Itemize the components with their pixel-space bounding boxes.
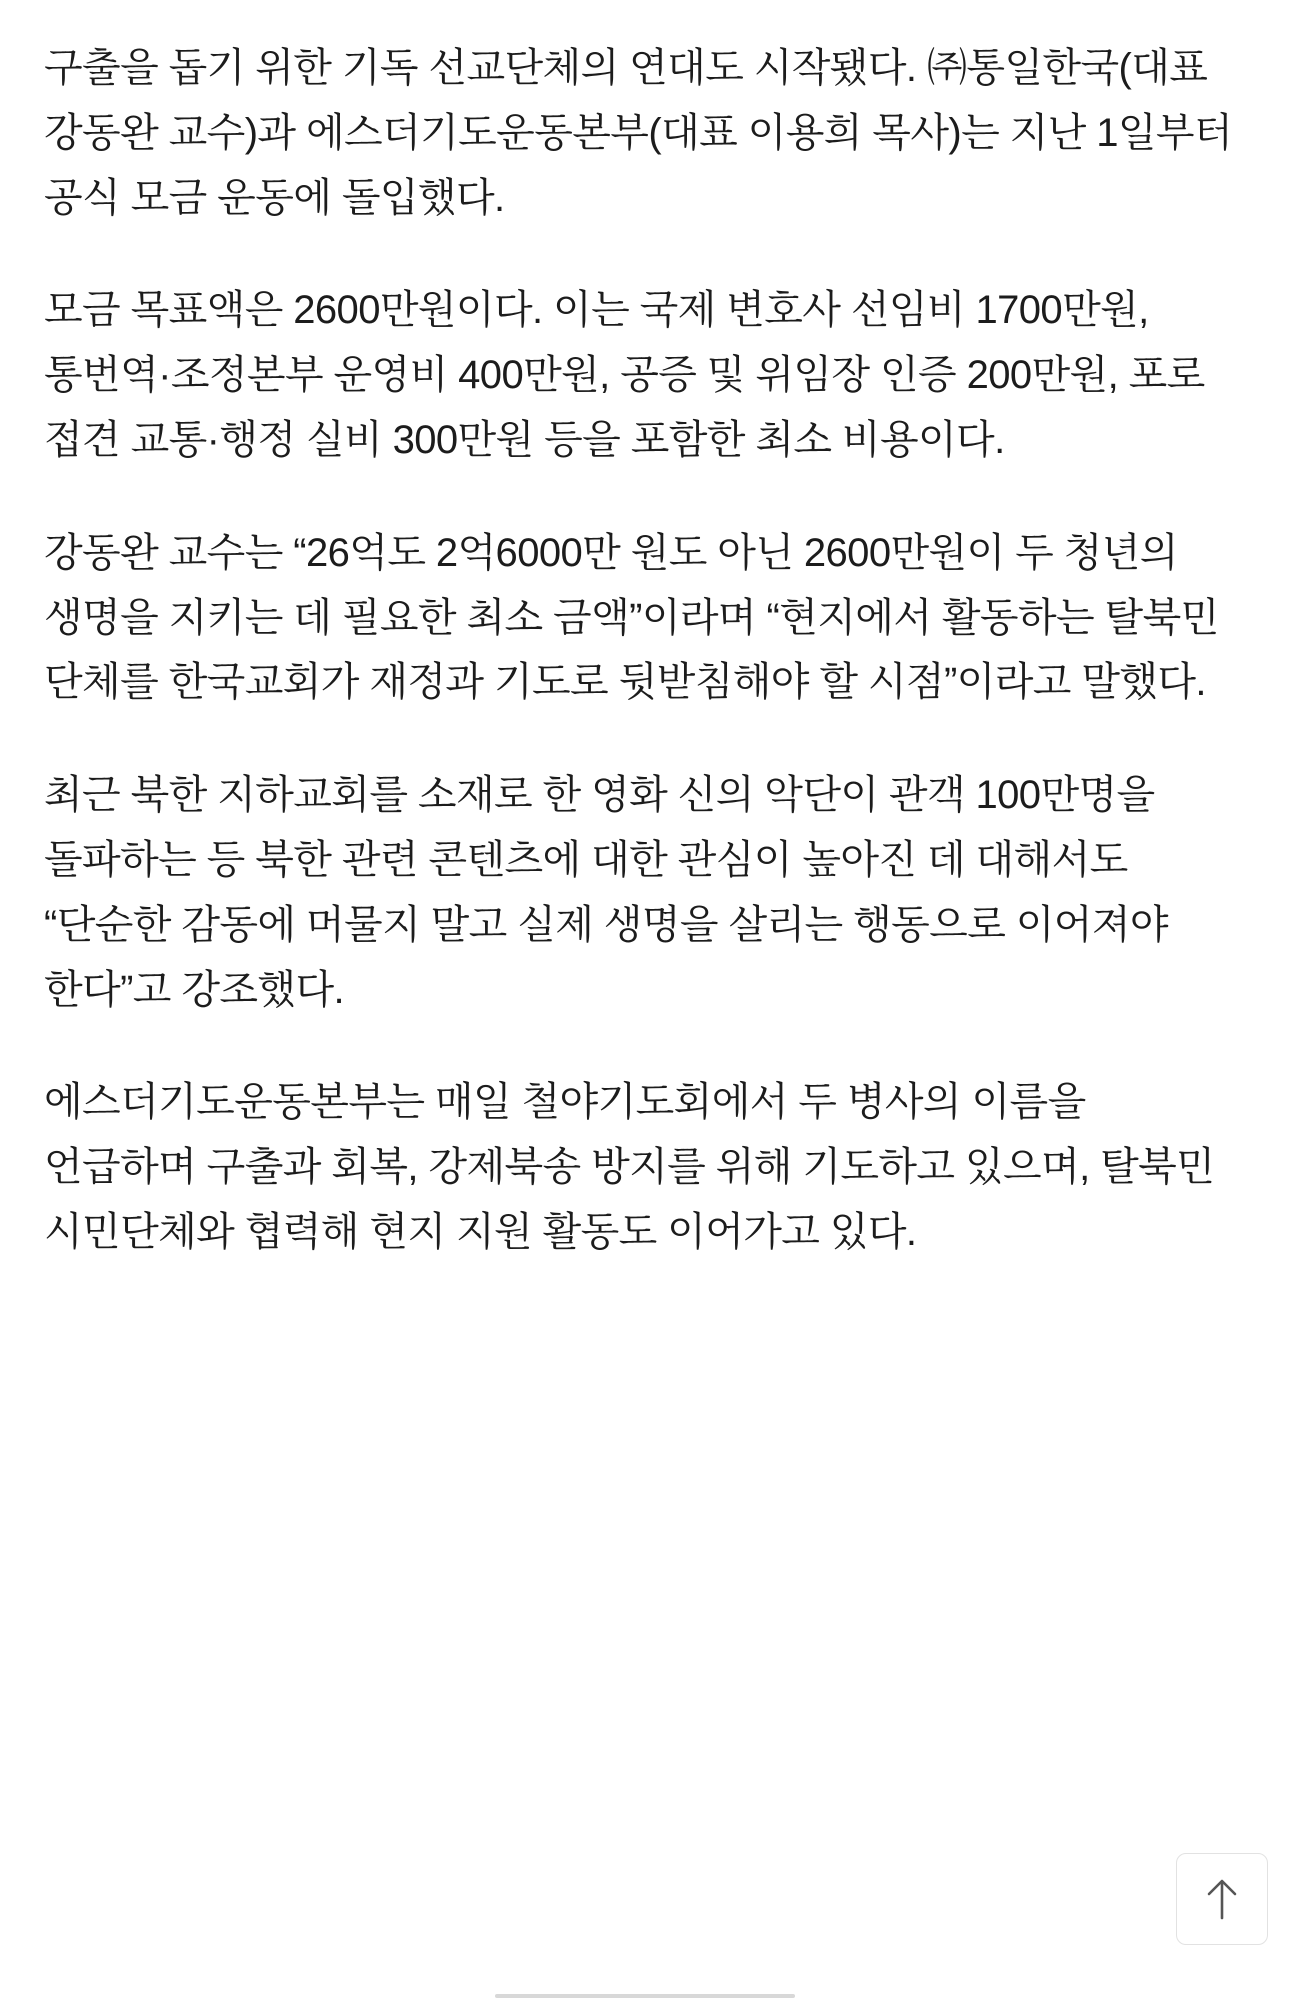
home-indicator-bar <box>0 1991 1290 2001</box>
scroll-to-top-button[interactable] <box>1176 1853 1268 1945</box>
article-paragraph: 모금 목표액은 2600만원이다. 이는 국제 변호사 선임비 1700만원, 통번역·조정본부 운영비 400만원, 공증 및 위임장 인증 200만원, 포로 접견 교통·행정 실비 300만원 등을 포함한 최소 비용이다. <box>44 288 1216 462</box>
article-paragraph: 구출을 돕기 위한 기독 선교단체의 연대도 시작됐다. ㈜통일한국(대표 강동완 교수)과 에스더기도운동본부(대표 이용희 목사)는 지난 1일부터 공식 모금 운동에 돌입했다. <box>44 46 1243 220</box>
home-indicator <box>495 1994 795 1998</box>
article-paragraph: 최근 북한 지하교회를 소재로 한 영화 신의 악단이 관객 100만명을 돌파하는 등 북한 관련 콘텐츠에 대한 관심이 높아진 데 대해서도 “단순한 감동에 머물지 말고 실제 생명을 살리는 행동으로 이어져야 한다”고 강조했다. <box>44 773 1179 1012</box>
arrow-up-icon <box>1203 1877 1241 1921</box>
article-paragraph: 에스더기도운동본부는 매일 철야기도회에서 두 병사의 이름을 언급하며 구출과 회복, 강제북송 방지를 위해 기도하고 있으며, 탈북민 시민단체와 협력해 현지 지원 활동도 이어가고 있다. <box>44 1080 1225 1254</box>
article-paragraph: 강동완 교수는 “26억도 2억6000만 원도 아닌 2600만원이 두 청년의 생명을 지키는 데 필요한 최소 금액”이라며 “현지에서 활동하는 탈북민 단체를 한국교회가 재정과 기도로 뒷받침해야 할 시점”이라고 말했다. <box>44 530 1230 705</box>
